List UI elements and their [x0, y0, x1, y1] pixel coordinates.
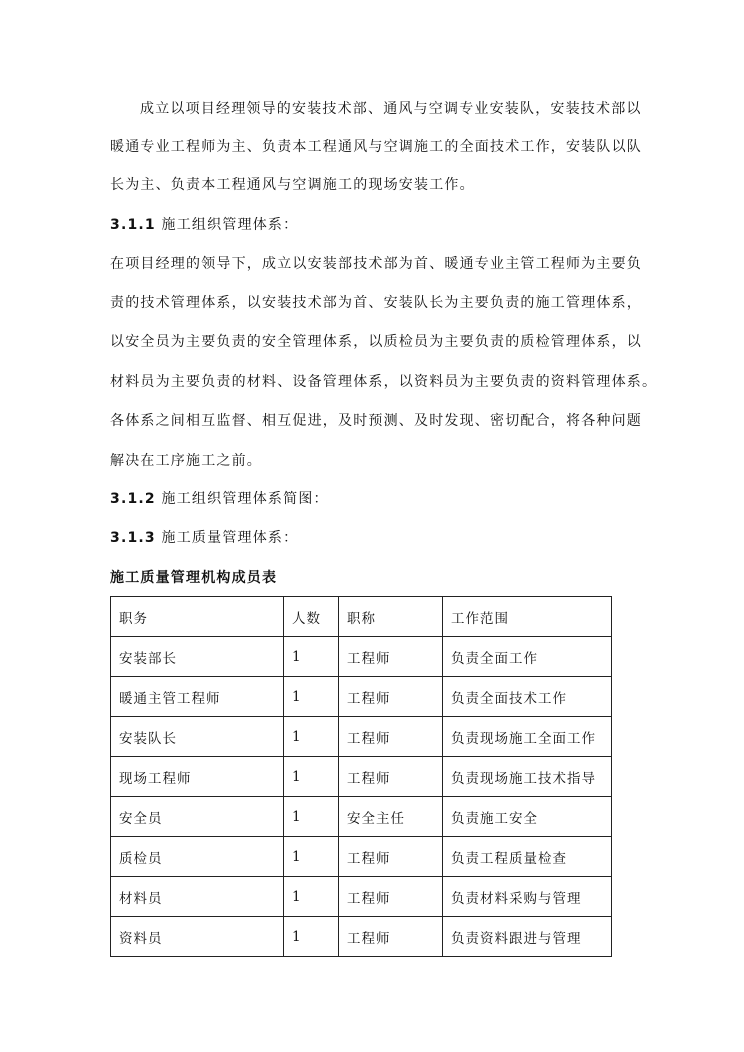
paragraph-line: 材料员为主要负责的材料、设备管理体系，以资料员为主要负责的资料管理体系。	[110, 374, 658, 390]
paragraph-line: 责的技术管理体系，以安装技术部为首、安装队长为主要负责的施工管理体系，	[110, 295, 642, 311]
table-title: 施工质量管理机构成员表	[110, 570, 278, 586]
table-cell: 质检员	[111, 837, 284, 877]
paragraph-line: 在项目经理的领导下，成立以安装部技术部为首、暖通专业主管工程师为主要负	[110, 256, 642, 272]
table-header-row	[111, 597, 612, 637]
table-cell: 负责全面技术工作	[443, 677, 612, 717]
table-cell: 安全员	[111, 797, 284, 837]
heading-text: 施工质量管理体系：	[161, 530, 299, 546]
header-cell: 职务	[111, 597, 284, 637]
section-heading-3-1-1	[110, 214, 635, 234]
table-row	[111, 837, 612, 877]
heading-text: 施工组织管理体系简图：	[161, 491, 329, 507]
table-cell: 工程师	[339, 757, 443, 797]
table-cell: 负责材料采购与管理	[443, 877, 612, 917]
heading-number: 3.1.1	[110, 217, 156, 233]
table-cell: 负责工程质量检查	[443, 837, 612, 877]
table-row	[111, 637, 612, 677]
table-cell: 负责施工安全	[443, 797, 612, 837]
table-cell: 安装部长	[111, 637, 284, 677]
heading-number: 3.1.3	[110, 530, 156, 546]
quality-staff-table	[110, 596, 612, 957]
table-cell: 工程师	[339, 837, 443, 877]
table-cell: 暖通主管工程师	[111, 677, 284, 717]
table-cell: 负责现场施工全面工作	[443, 717, 612, 757]
paragraph-line: 成立以项目经理领导的安装技术部、通风与空调专业安装队，安装技术部以	[140, 101, 642, 117]
paragraph-line: 解决在工序施工之前。	[110, 453, 262, 469]
table-cell: 1	[284, 837, 339, 877]
table-cell: 工程师	[339, 677, 443, 717]
header-cell: 工作范围	[443, 597, 612, 637]
table-cell: 负责现场施工技术指导	[443, 757, 612, 797]
section-heading-3-1-3	[110, 527, 635, 547]
table-cell: 1	[284, 637, 339, 677]
table-cell: 工程师	[339, 637, 443, 677]
paragraph-line: 各体系之间相互监督、相互促进，及时预测、及时发现、密切配合，将各种问题	[110, 413, 642, 429]
table-cell: 1	[284, 917, 339, 957]
heading-number: 3.1.2	[110, 491, 156, 507]
table-cell: 1	[284, 717, 339, 757]
table-cell: 安装队长	[111, 717, 284, 757]
header-cell: 职称	[339, 597, 443, 637]
table-cell: 1	[284, 877, 339, 917]
table-cell: 现场工程师	[111, 757, 284, 797]
table-cell: 负责资料跟进与管理	[443, 917, 612, 957]
table-cell: 材料员	[111, 877, 284, 917]
table-row	[111, 917, 612, 957]
table-cell: 工程师	[339, 717, 443, 757]
paragraph-line: 长为主、负责本工程通风与空调施工的现场安装工作。	[110, 177, 475, 193]
header-cell: 人数	[284, 597, 339, 637]
table-cell: 1	[284, 757, 339, 797]
section-heading-3-1-2	[110, 488, 635, 508]
table-row	[111, 877, 612, 917]
table-cell: 1	[284, 797, 339, 837]
table-cell: 工程师	[339, 917, 443, 957]
table-row	[111, 717, 612, 757]
paragraph-line: 以安全员为主要负责的安全管理体系，以质检员为主要负责的质检管理体系，以	[110, 334, 642, 350]
heading-text: 施工组织管理体系：	[161, 217, 299, 233]
table-row	[111, 757, 612, 797]
table-row	[111, 677, 612, 717]
table-cell: 工程师	[339, 877, 443, 917]
table-row	[111, 797, 612, 837]
table-cell: 资料员	[111, 917, 284, 957]
paragraph-line: 暖通专业工程师为主、负责本工程通风与空调施工的全面技术工作，安装队以队	[110, 139, 642, 155]
table-cell: 1	[284, 677, 339, 717]
table-cell: 安全主任	[339, 797, 443, 837]
table-cell: 负责全面工作	[443, 637, 612, 677]
